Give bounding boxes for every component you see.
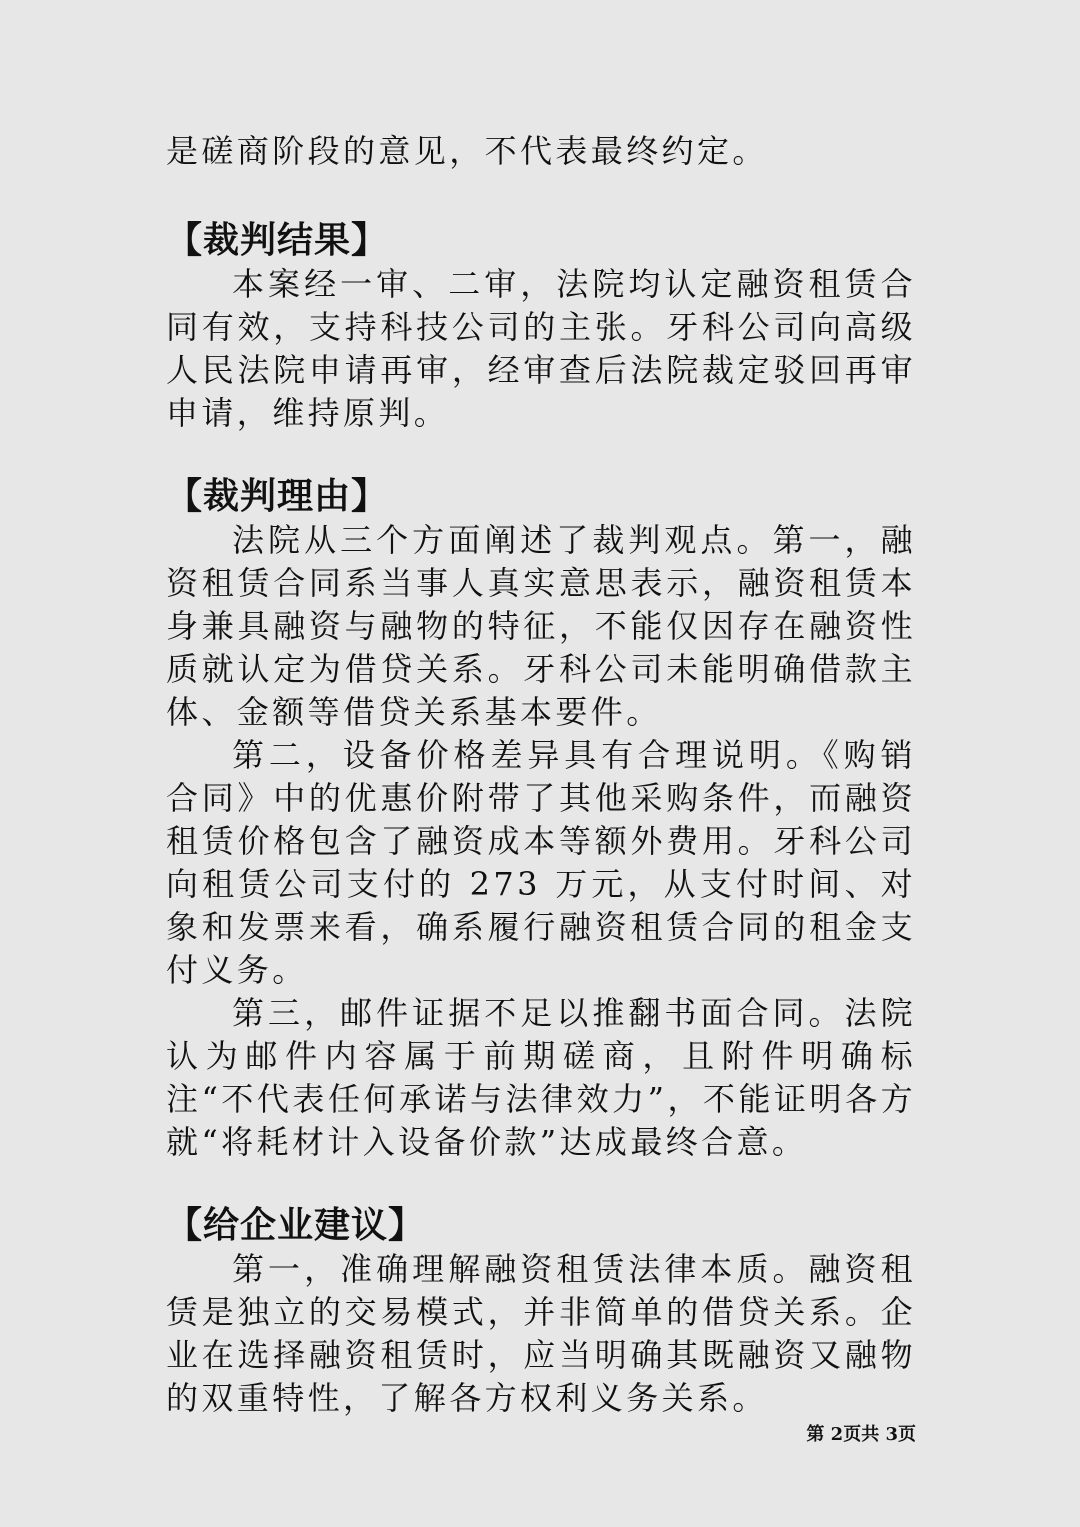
reason-paragraph-3: 第三，邮件证据不足以推翻书面合同。法院认为邮件内容属于前期磋商，且附件明确标注“不代表任何承诺与法律效力”，不能证明各方就“将耗材计入设备价款”达成最终合意。 bbox=[166, 994, 916, 1161]
intro-tail-paragraph: 是磋商阶段的意见，不代表最终约定。 bbox=[166, 132, 768, 170]
section-spacer bbox=[166, 173, 916, 219]
advice-paragraph-1: 第一，准确理解融资租赁法律本质。融资租赁是独立的交易模式，并非简单的借贷关系。企业在选择融资租赁时，应当明确其既融资又融物的双重特性，了解各方权利义务关系。 bbox=[166, 1250, 916, 1417]
reason-heading: 【裁判理由】 bbox=[166, 476, 389, 517]
section-spacer bbox=[166, 435, 916, 475]
advice-heading: 【给企业建议】 bbox=[166, 1205, 426, 1246]
section-spacer bbox=[166, 1164, 916, 1204]
result-paragraph: 本案经一审、二审，法院均认定融资租赁合同有效，支持科技公司的主张。牙科公司向高级人民法院申请再审，经审查后法院裁定驳回再审申请，维持原判。 bbox=[166, 265, 916, 432]
page-number: 第 2页共 3页 bbox=[806, 1424, 916, 1445]
document-body bbox=[166, 130, 916, 1420]
result-heading: 【裁判结果】 bbox=[166, 220, 389, 261]
reason-paragraph-1: 法院从三个方面阐述了裁判观点。第一，融资租赁合同系当事人真实意思表示，融资租赁本身兼具融资与融物的特征，不能仅因存在融资性质就认定为借贷关系。牙科公司未能明确借款主体、金额等借贷关系基本要件。 bbox=[166, 521, 916, 731]
reason-paragraph-2: 第二，设备价格差异具有合理说明。《购销合同》中的优惠价附带了其他采购条件，而融资租赁价格包含了融资成本等额外费用。牙科公司向租赁公司支付的 273 万元，从支付时间、对象和发票来看，确系履行融资租赁合同的租金支付义务。 bbox=[166, 736, 916, 989]
